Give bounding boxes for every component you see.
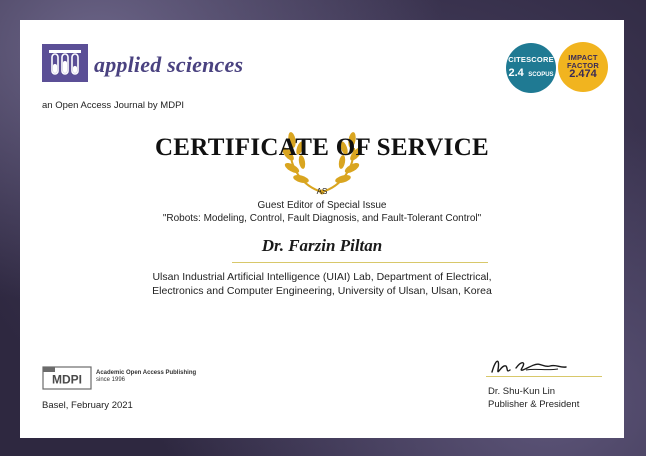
recipient-name: Dr. Farzin Piltan [261, 236, 383, 255]
mdpi-logo-icon [42, 366, 92, 390]
name-underline [232, 262, 488, 263]
citescore-value: 2.4 [508, 66, 524, 79]
affiliation-line-1: Ulsan Industrial Artificial Intelligence (UIAI) Lab, Department of Electrical, [152, 271, 492, 283]
special-issue-title: "Robots: Modeling, Control, Fault Diagnosis, and Fault-Tolerant Control" [162, 213, 482, 224]
citescore-badge [506, 43, 556, 93]
mdpi-logo-text: MDPI [52, 372, 82, 387]
as-label: AS [316, 187, 328, 196]
test-tubes-icon [42, 44, 88, 82]
signature-line [486, 376, 602, 377]
place-date: Basel, February 2021 [42, 400, 133, 411]
signature-icon [486, 356, 576, 378]
impact-label-2: FACTOR [567, 60, 599, 70]
journal-subtitle: an Open Access Journal by MDPI [42, 100, 185, 111]
signer-name: Dr. Shu-Kun Lin [488, 386, 556, 397]
signer-block [488, 386, 579, 412]
publisher-tagline [96, 370, 196, 384]
publisher-tagline-main: Academic Open Access Publishing [96, 370, 197, 376]
role-text: Guest Editor of Special Issue [257, 200, 387, 211]
certificate-title: CERTIFICATE OF SERVICE [154, 134, 490, 161]
journal-name: applied sciences [94, 52, 244, 77]
impact-value: 2.474 [569, 68, 597, 80]
impact-label-1: IMPACT [568, 53, 598, 62]
citescore-label: CITESCORE [508, 55, 554, 65]
citescore-value-row [508, 64, 553, 80]
signer-title: Publisher & President [488, 398, 580, 410]
publisher-tagline-since: since 1996 [96, 377, 126, 384]
citescore-source: SCOPUS [528, 71, 554, 78]
impact-factor-badge [558, 42, 608, 92]
affiliation-line-2: Electronics and Computer Engineering, University of Ulsan, Ulsan, Korea [152, 285, 492, 297]
certificate-card [20, 20, 624, 438]
